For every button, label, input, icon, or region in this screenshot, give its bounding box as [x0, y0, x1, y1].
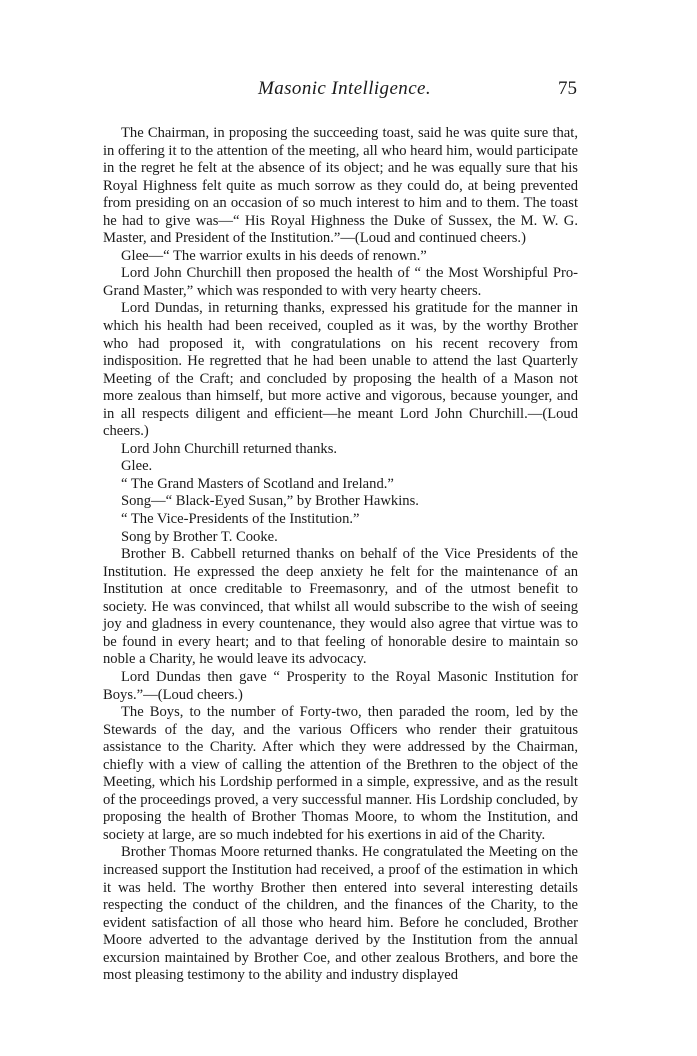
paragraph-glee-warrior: Glee—“ The warrior exults in his deeds of renown.” — [121, 247, 427, 264]
paragraph-moore-thanks: Brother Thomas Moore returned thanks. He congratulated the Meeting on the increased support the Institution had received, a proof of the estimation in which it was held. The worthy Brother then entered into several interesting details respecting the conduct of the children, and the finances of the Charity, to the evident satisfaction of all those who heard him. Before he concluded, Brother Moore adverted to the advantage derived by the Institution from the annual excursion maintained by Brother Coe, and other zealous Brothers, and bore the most pleasing testimony to the ability and industry displayed — [103, 844, 578, 984]
page-header — [0, 78, 697, 102]
paragraph-churchill-returns: Lord John Churchill returned thanks. — [121, 440, 338, 457]
paragraph-dundas-thanks: Lord Dundas, in returning thanks, expressed his gratitude for the manner in which his health had been received, coupled as it was, by the worthy Brother who had proposed it, with congratulations on his recent recovery from indisposition. He regretted that he had been unable to attend the last Quarterly Meeting of the Craft; and concluded by proposing the health of a Mason not more zealous than himself, but more active and vigorous, because younger, and in all respects diligent and efficient—he meant Lord John Churchill.—(Loud cheers.) — [103, 300, 578, 440]
paragraph-song-black-eyed-susan: Song—“ Black-Eyed Susan,” by Brother Hawkins. — [121, 493, 419, 510]
paragraph-grand-masters-toast: “ The Grand Masters of Scotland and Ireland.” — [121, 475, 394, 492]
running-title: Masonic Intelligence. — [258, 78, 432, 99]
paragraph-churchill-proposes: Lord John Churchill then proposed the health of “ the Most Worshipful Pro-Grand Master,” which was responded to with very hearty cheers. — [103, 265, 578, 299]
paragraph-cabbell-thanks: Brother B. Cabbell returned thanks on behalf of the Vice Presidents of the Institution. He expressed the deep anxiety he felt for the maintenance of an Institution at once creditable to Freemasonry, and of the utmost benefit to society. He was convinced, that whilst all would subscribe to the wish of seeing joy and gladness in every countenance, they would also agree that virtue was to be found in every heart; and to that feeling of honorable desire to maintain so noble a Charity, he would leave its advocacy. — [103, 546, 578, 668]
paragraph-song-cooke: Song by Brother T. Cooke. — [121, 528, 278, 545]
paragraph-dundas-prosperity: Lord Dundas then gave “ Prosperity to the Royal Masonic Institution for Boys.”—(Loud cheers.) — [103, 668, 578, 703]
paragraph-vice-presidents-toast: “ The Vice-Presidents of the Institution.” — [121, 511, 360, 528]
body-text — [103, 125, 578, 985]
page-number: 75 — [558, 78, 577, 99]
paragraph-chairman-toast: The Chairman, in proposing the succeeding toast, said he was quite sure that, in offering it to the attention of the meeting, all who heard him, would participate in the regret he felt at the absence of its object; and he was equally sure that his Royal Highness felt quite as much sorrow as they could do, at being prevented from presiding on an occasion of so much interest to him and to them. The toast he had to give was—“ His Royal Highness the Duke of Sussex, the M. W. G. Master, and President of the Institution.”—(Loud and continued cheers.) — [103, 125, 578, 247]
paragraph-boys-parade: The Boys, to the number of Forty-two, then paraded the room, led by the Stewards of the day, and the various Officers who render their gratuitous assistance to the Charity. After which they were addressed by the Chairman, chiefly with a view of calling the attention of the Brethren to the object of the Meeting, which his Lordship performed in a simple, expressive, and as the result of the proceedings proved, a very successful manner. His Lordship concluded, by proposing the health of Brother Thomas Moore, to whom the Institution, and society at large, are so much indebted for his exertions in aid of the Charity. — [103, 704, 578, 843]
paragraph-glee: Glee. — [121, 458, 153, 475]
